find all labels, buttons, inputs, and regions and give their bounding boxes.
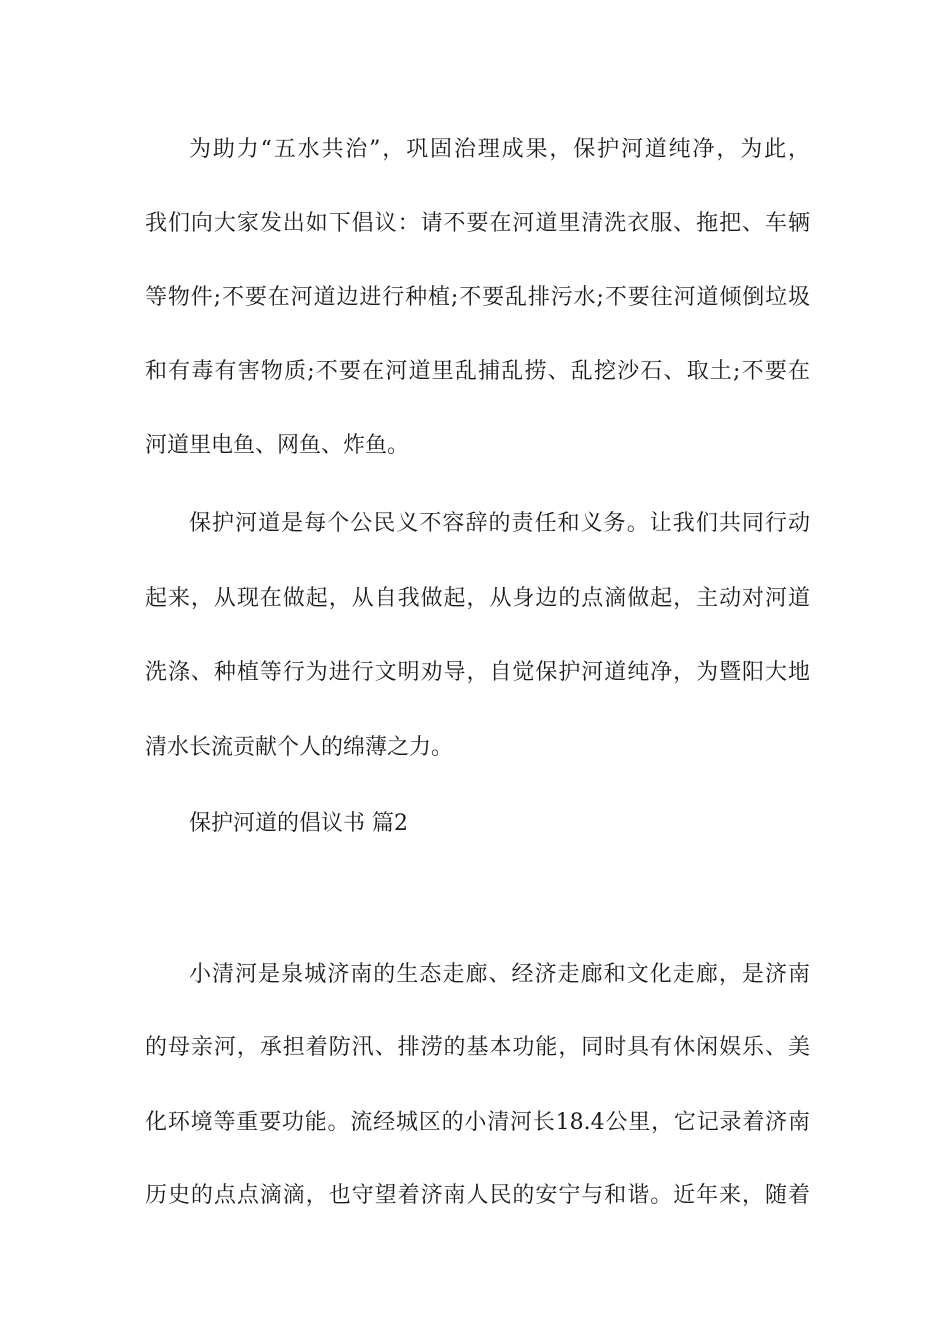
paragraph-3-line-1: 小清河是泉城济南的生态走廊、经济走廊和文化走廊，是济南 xyxy=(189,962,810,987)
paragraph-2-line-1: 保护河道是每个公民义不容辞的责任和义务。让我们共同行动 xyxy=(189,511,810,536)
paragraph-1-line-4: 和有毒有害物质;不要在河道里乱捕乱捞、乱挖沙石、取土;不要在 xyxy=(145,359,810,384)
paragraph-2-line-3: 洗涤、种植等行为进行文明劝导，自觉保护河道纯净，为暨阳大地 xyxy=(145,660,810,685)
paragraph-1-line-2: 我们向大家发出如下倡议：请不要在河道里清洗衣服、拖把、车辆 xyxy=(145,211,810,236)
paragraph-1-line-3: 等物件;不要在河道边进行种植;不要乱排污水;不要往河道倾倒垃圾 xyxy=(145,285,810,310)
paragraph-2-line-2: 起来，从现在做起，从自我做起，从身边的点滴做起，主动对河道 xyxy=(145,586,810,611)
paragraph-3-line-3: 化环境等重要功能。流经城区的小清河长18.4公里，它记录着济南 xyxy=(145,1110,810,1135)
section-heading: 保护河道的倡议书 篇2 xyxy=(189,811,408,836)
paragraph-1-line-5: 河道里电鱼、网鱼、炸鱼。 xyxy=(145,433,410,458)
paragraph-3-line-2: 的母亲河，承担着防汛、排涝的基本功能，同时具有休闲娱乐、美 xyxy=(145,1035,810,1060)
paragraph-3-line-4: 历史的点点滴滴，也守望着济南人民的安宁与和谐。近年来，随着 xyxy=(145,1183,810,1208)
paragraph-2-line-4: 清水长流贡献个人的绵薄之力。 xyxy=(145,735,454,760)
paragraph-1-line-1: 为助力“五水共治”，巩固治理成果，保护河道纯净，为此， xyxy=(189,137,810,162)
